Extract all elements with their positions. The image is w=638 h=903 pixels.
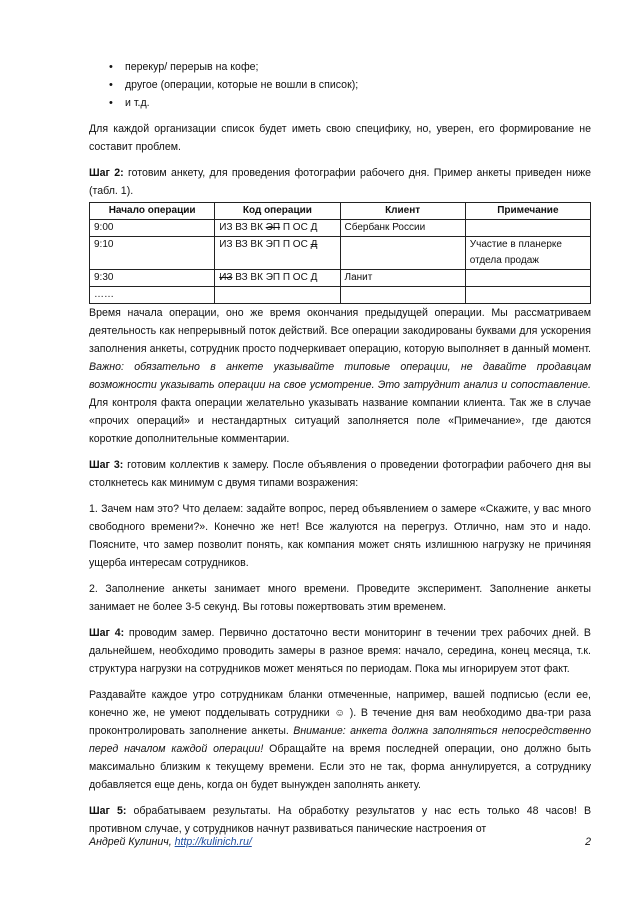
time-important: Важно: обязательно в анкете указывайте типовые операции, не давайте продавцам возможности указывать операции на свое усмотрение. Это затруднит анализ и сопоставление. — [89, 361, 591, 391]
step2-paragraph — [89, 164, 591, 200]
step3-label: Шаг 3: — [89, 459, 124, 471]
time-paragraph — [89, 304, 591, 448]
cell-code — [215, 270, 340, 287]
col-header-code: Код операции — [215, 203, 340, 220]
objection1-paragraph: 1. Зачем нам это? Что делаем: задайте вопрос, перед объявлением о замере «Скажите, у вас много свободного времени?». Конечно же нет! Все жалуются на перегруз. Отлично, нам это и надо. Поясните, что замер позволит понять, как компания может снять излишнюю нагрузку не причиняя ущерба интересам сотрудников. — [89, 503, 591, 569]
code-text: ИЗ ВЗ ВК — [219, 222, 266, 233]
step4-paragraph — [89, 624, 591, 678]
step4-label: Шаг 4: — [89, 627, 125, 639]
table-header-row — [90, 203, 591, 220]
step3-text: готовим коллектив к замеру. После объявления о проведении фотографии рабочего дня вы столкнетесь как минимум с двумя типами возражения: — [89, 459, 592, 489]
forms-attention: Внимание: анкета должна заполняться непосредственно перед началом каждой операции! — [89, 725, 591, 755]
footer-link[interactable]: http://kulinich.ru/ — [174, 836, 252, 848]
page-number: 2 — [585, 836, 591, 848]
operations-table — [89, 202, 591, 304]
step5-label: Шаг 5: — [89, 805, 127, 817]
cell-code — [215, 237, 340, 270]
cell-note — [465, 287, 590, 304]
step4-text: проводим замер. Первично достаточно вести мониторинг в течении трех рабочих дней. В дальнейшем, необходимо проводить замеры в разное время: начало, середина, конец месяца, т.к. структура нагрузки на сотрудников может меняться по периодам. Пока мы игнорируем этот факт. — [89, 627, 591, 675]
table-row — [90, 287, 591, 304]
forms-text: Раздавайте каждое утро сотрудникам бланки отмеченные, например, вашей подписью (если ее, конечно же, не умеют подделывать сотрудники ☺ ). В течение дня вам необходимо два-три раза проконтролировать заполнение анкеты. — [89, 689, 591, 737]
code-text: ИЗ ВЗ ВК ЭП П ОС — [219, 239, 311, 250]
code-struck: ИЗ — [219, 272, 233, 283]
cell-note: Участие в планерке отдела продаж — [465, 237, 590, 270]
step2-label: Шаг 2: — [89, 167, 124, 179]
code-struck: ЭП — [265, 222, 281, 233]
footer-author: Андрей Кулинич, — [89, 836, 175, 848]
cell-note — [465, 220, 590, 237]
cell-code — [215, 287, 340, 304]
table-row — [90, 237, 591, 270]
page-content — [89, 58, 591, 846]
list-item: • перекур/ перерыв на кофе; — [125, 58, 591, 76]
time-text: Время начала операции, оно же время окончания предыдущей операции. Мы рассматриваем деятельность как непрерывный поток действий. Все операции закодированы буквами для ускорения заполнения анкеты, сотрудник просто подчеркивает операцию, которую выполняет в данный момент. — [89, 307, 591, 355]
table-row — [90, 220, 591, 237]
forms-text-2: Обращайте на время последней операции, оно должно быть максимально близким к текущему времени. Если это не так, форма аннулируется, а сотруднику добавляется еще день, когда он будет вынужден заполнять анкету. — [89, 743, 591, 791]
col-header-note: Примечание — [465, 203, 590, 220]
step5-text: обрабатываем результаты. На обработку результатов у нас есть только 48 часов! В противном случае, у сотрудников начнут развиваться панические настроения от — [89, 805, 592, 835]
cell-start: …… — [90, 287, 215, 304]
bullet-list — [89, 58, 591, 112]
intro-paragraph: Для каждой организации список будет иметь свою специфику, но, уверен, его формирование не составит проблем. — [89, 123, 591, 153]
cell-start: 9:30 — [90, 270, 215, 287]
col-header-client: Клиент — [340, 203, 465, 220]
page-footer — [89, 836, 591, 848]
objection2-paragraph: 2. Заполнение анкеты занимает много времени. Проведите эксперимент. Заполнение анкеты занимает не более 3-5 секунд. Вы готовы пожертвовать этим временем. — [89, 583, 591, 613]
cell-client: Сбербанк России — [340, 220, 465, 237]
list-item: • и т.д. — [125, 94, 591, 112]
code-struck: Д — [310, 239, 318, 250]
code-text: П ОС Д — [280, 222, 318, 233]
cell-start: 9:10 — [90, 237, 215, 270]
step3-paragraph — [89, 456, 591, 492]
cell-start: 9:00 — [90, 220, 215, 237]
col-header-start: Начало операции — [90, 203, 215, 220]
cell-note — [465, 270, 590, 287]
time-text-2: Для контроля факта операции желательно указывать название компании клиента. Так же в случае «прочих операций» и нестандартных ситуаций заполняется поле «Примечание», где даются короткие дополнительные комментарии. — [89, 397, 591, 445]
table-row — [90, 270, 591, 287]
cell-client — [340, 237, 465, 270]
list-item: • другое (операции, которые не вошли в список); — [125, 76, 591, 94]
cell-client: Ланит — [340, 270, 465, 287]
step2-text: готовим анкету, для проведения фотографии рабочего дня. Пример анкеты приведен ниже (табл. 1). — [89, 167, 591, 197]
cell-client — [340, 287, 465, 304]
step5-paragraph — [89, 802, 591, 838]
code-text: ВЗ ВК ЭП П ОС Д — [232, 272, 318, 283]
forms-paragraph — [89, 686, 591, 794]
cell-code — [215, 220, 340, 237]
